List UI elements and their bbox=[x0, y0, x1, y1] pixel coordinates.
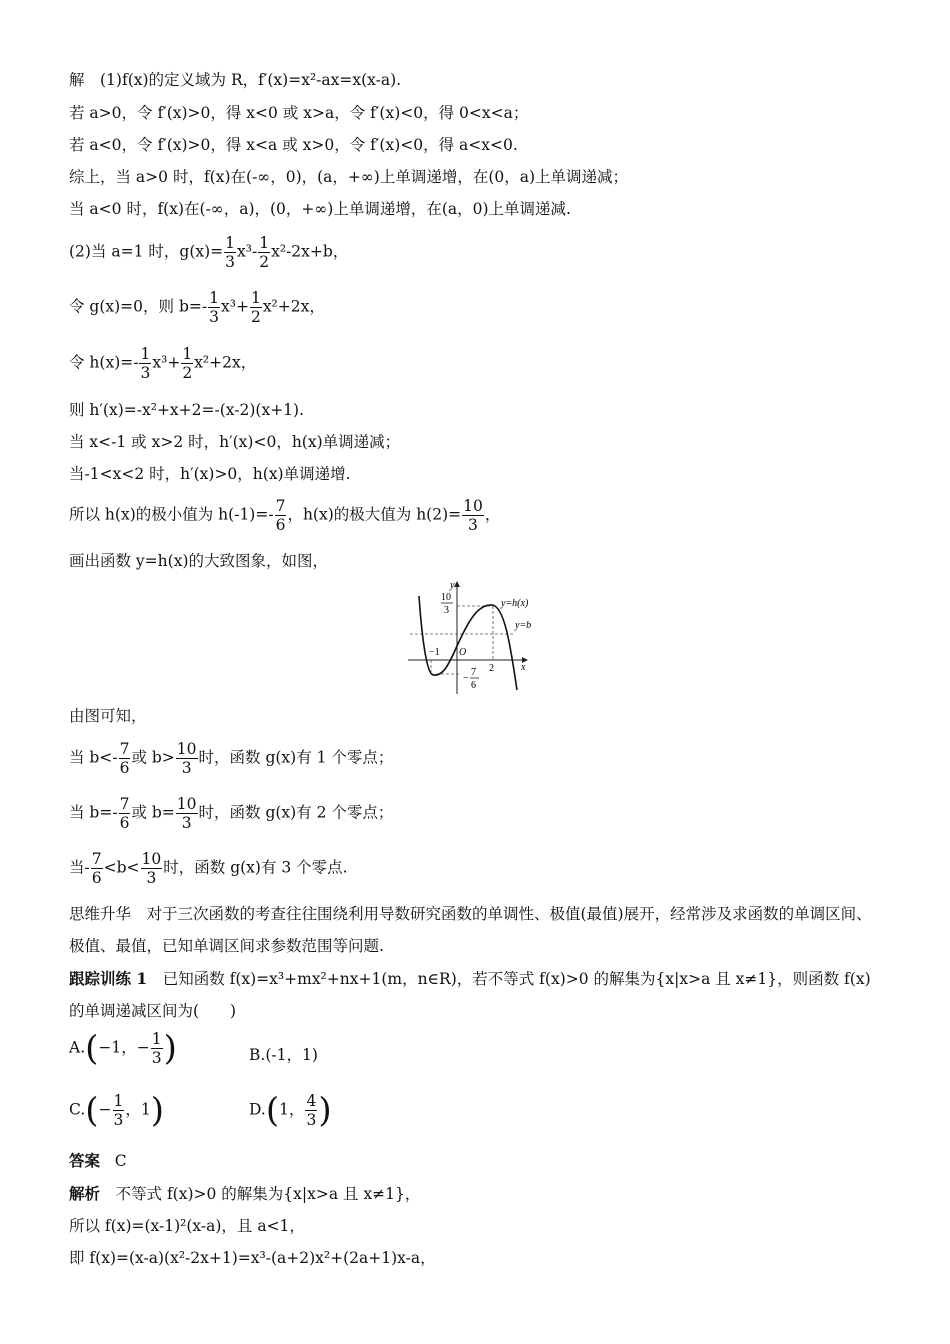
fraction-ten-thirds: $\frac{10}{3}$ bbox=[463, 497, 483, 534]
fraction-seven-sixths: $\frac{7}{6}$ bbox=[275, 497, 286, 534]
fraction-one-half: $\frac{1}{2}$ bbox=[259, 234, 270, 271]
fraction-seven-sixths: $\frac{7}{6}$ bbox=[119, 795, 130, 832]
solution-line-4: 综上，当 a>0 时，f(x)在(-∞，0)，(a，+∞)上单调递增，在(0，a)上单调递减； bbox=[69, 168, 629, 186]
one-zero-line: 当 b<- $\frac{7}{6}$ 或 b> $\frac{10}{3}$ 时，函数 g(x)有 1 个零点； bbox=[69, 740, 394, 777]
y-axis-label: y bbox=[450, 580, 455, 591]
fraction-one-third: $\frac{1}{3}$ bbox=[113, 1092, 124, 1129]
analysis-line: 解析 不等式 f(x)>0 的解集为{x|x>a 且 x≠1}， bbox=[69, 1184, 421, 1203]
min-value-sign: − bbox=[463, 673, 469, 684]
fraction-ten-thirds: $\frac{10}{3}$ bbox=[141, 850, 162, 887]
exercise-label: 跟踪训练 1 bbox=[69, 969, 148, 988]
solution-line-3: 若 a<0，令 f′(x)>0，得 x<a 或 x>0，令 f′(x)<0，得 a<x<0. bbox=[69, 136, 518, 154]
fraction-one-third: $\frac{1}{3}$ bbox=[209, 289, 219, 326]
fraction-ten-thirds: $\frac{10}{3}$ bbox=[176, 740, 197, 777]
conclusion-intro: 由图可知， bbox=[69, 707, 147, 725]
fraction-one-third: $\frac{1}{3}$ bbox=[151, 1030, 162, 1067]
analysis-label: 解析 bbox=[69, 1184, 101, 1203]
g-definition-line: (2)当 a=1 时，g(x)= $\frac{1}{3}$ x³- $\frac{1}{2}$ x²-2x+b， bbox=[69, 234, 349, 271]
answer-value: C bbox=[114, 1152, 127, 1170]
curve-label: y=h(x) bbox=[501, 598, 529, 609]
fraction-one-half: $\frac{1}{2}$ bbox=[250, 289, 261, 326]
x-minus-one-label: −1 bbox=[429, 647, 440, 658]
summary-paragraph: 思维升华 对于三次函数的考查往往围绕利用导数研究函数的单调性、极值(最值)展开，经常涉及求函数的单调区间、极值、最值，已知单调区间求参数范围等问题. bbox=[69, 905, 872, 955]
line-label: y=b bbox=[515, 620, 532, 631]
extrema-line: 所以 h(x)的极小值为 h(-1)=- $\frac{7}{6}$ ，h(x)的极大值为 h(2)= $\frac{10}{3}$ ， bbox=[69, 497, 501, 534]
option-d[interactable]: D.(1， $\frac{4}{3}$ ) bbox=[249, 1090, 332, 1131]
fraction-four-thirds: $\frac{4}{3}$ bbox=[306, 1092, 317, 1129]
solution-line-2: 若 a>0，令 f′(x)>0，得 x<0 或 x>a，令 f′(x)<0，得 0<x<a； bbox=[69, 104, 529, 122]
b-expression-line: 令 g(x)=0，则 b=- $\frac{1}{3}$ x³+ $\frac{1}{2}$ x²+2x， bbox=[69, 289, 325, 326]
increasing-line: 当-1<x<2 时，h′(x)>0，h(x)单调递增. bbox=[69, 465, 351, 483]
solution-line-1: 解 (1)f(x)的定义域为 R，f′(x)=x²-ax=x(x-a). bbox=[69, 71, 402, 89]
x-axis-label: x bbox=[521, 662, 526, 673]
option-b[interactable]: B.(-1，1) bbox=[249, 1046, 318, 1064]
origin-label: O bbox=[459, 647, 467, 658]
fraction-ten-thirds: $\frac{10}{3}$ bbox=[176, 795, 197, 832]
fraction-seven-sixths: $\frac{7}{6}$ bbox=[91, 850, 102, 887]
analysis-line-2: 所以 f(x)=(x-1)²(x-a)，且 a<1， bbox=[69, 1217, 305, 1235]
max-value-num: 10 bbox=[441, 592, 451, 603]
option-a[interactable]: A.(−1，− $\frac{1}{3}$ ) bbox=[69, 1028, 177, 1069]
answer-line bbox=[69, 1151, 127, 1171]
fraction-one-third: $\frac{1}{3}$ bbox=[140, 345, 151, 382]
solution-line-5: 当 a<0 时，f(x)在(-∞，a)，(0，+∞)上单调递增，在(a，0)上单调递减. bbox=[69, 200, 571, 218]
graph-intro-line: 画出函数 y=h(x)的大致图象，如图， bbox=[69, 552, 328, 570]
min-value-num: 7 bbox=[471, 667, 476, 678]
answer-label: 答案 bbox=[69, 1151, 101, 1170]
analysis-line-3: 即 f(x)=(x-a)(x²-2x+1)=x³-(a+2)x²+(2a+1)x-a， bbox=[69, 1249, 436, 1267]
fraction-one-half: $\frac{1}{2}$ bbox=[182, 345, 193, 382]
max-value-den: 3 bbox=[444, 605, 449, 616]
fraction-one-third: $\frac{1}{3}$ bbox=[225, 234, 236, 271]
x-two-label: 2 bbox=[489, 663, 494, 674]
min-value-den: 6 bbox=[471, 680, 476, 691]
function-graph bbox=[405, 578, 555, 696]
three-zeros-line: 当- $\frac{7}{6}$ <b< $\frac{10}{3}$ 时，函数 g(x)有 3 个零点. bbox=[69, 850, 348, 887]
exercise-paragraph: 跟踪训练 1 已知函数 f(x)=x³+mx²+nx+1(m，n∈R)，若不等式 f(x)>0 的解集为{x|x>a 且 x≠1}，则函数 f(x)的单调递减区间为( ) bbox=[69, 969, 871, 1020]
fraction-seven-sixths: $\frac{7}{6}$ bbox=[119, 740, 130, 777]
option-c[interactable]: C.(− $\frac{1}{3}$ ，1) bbox=[69, 1090, 165, 1131]
h-definition-line: 令 h(x)=- $\frac{1}{3}$ x³+ $\frac{1}{2}$ x²+2x， bbox=[69, 345, 257, 382]
two-zeros-line: 当 b=- $\frac{7}{6}$ 或 b= $\frac{10}{3}$ 时，函数 g(x)有 2 个零点； bbox=[69, 795, 394, 832]
derivative-line: 则 h′(x)=-x²+x+2=-(x-2)(x+1). bbox=[69, 401, 305, 419]
decreasing-line: 当 x<-1 或 x>2 时，h′(x)<0，h(x)单调递减； bbox=[69, 433, 401, 451]
